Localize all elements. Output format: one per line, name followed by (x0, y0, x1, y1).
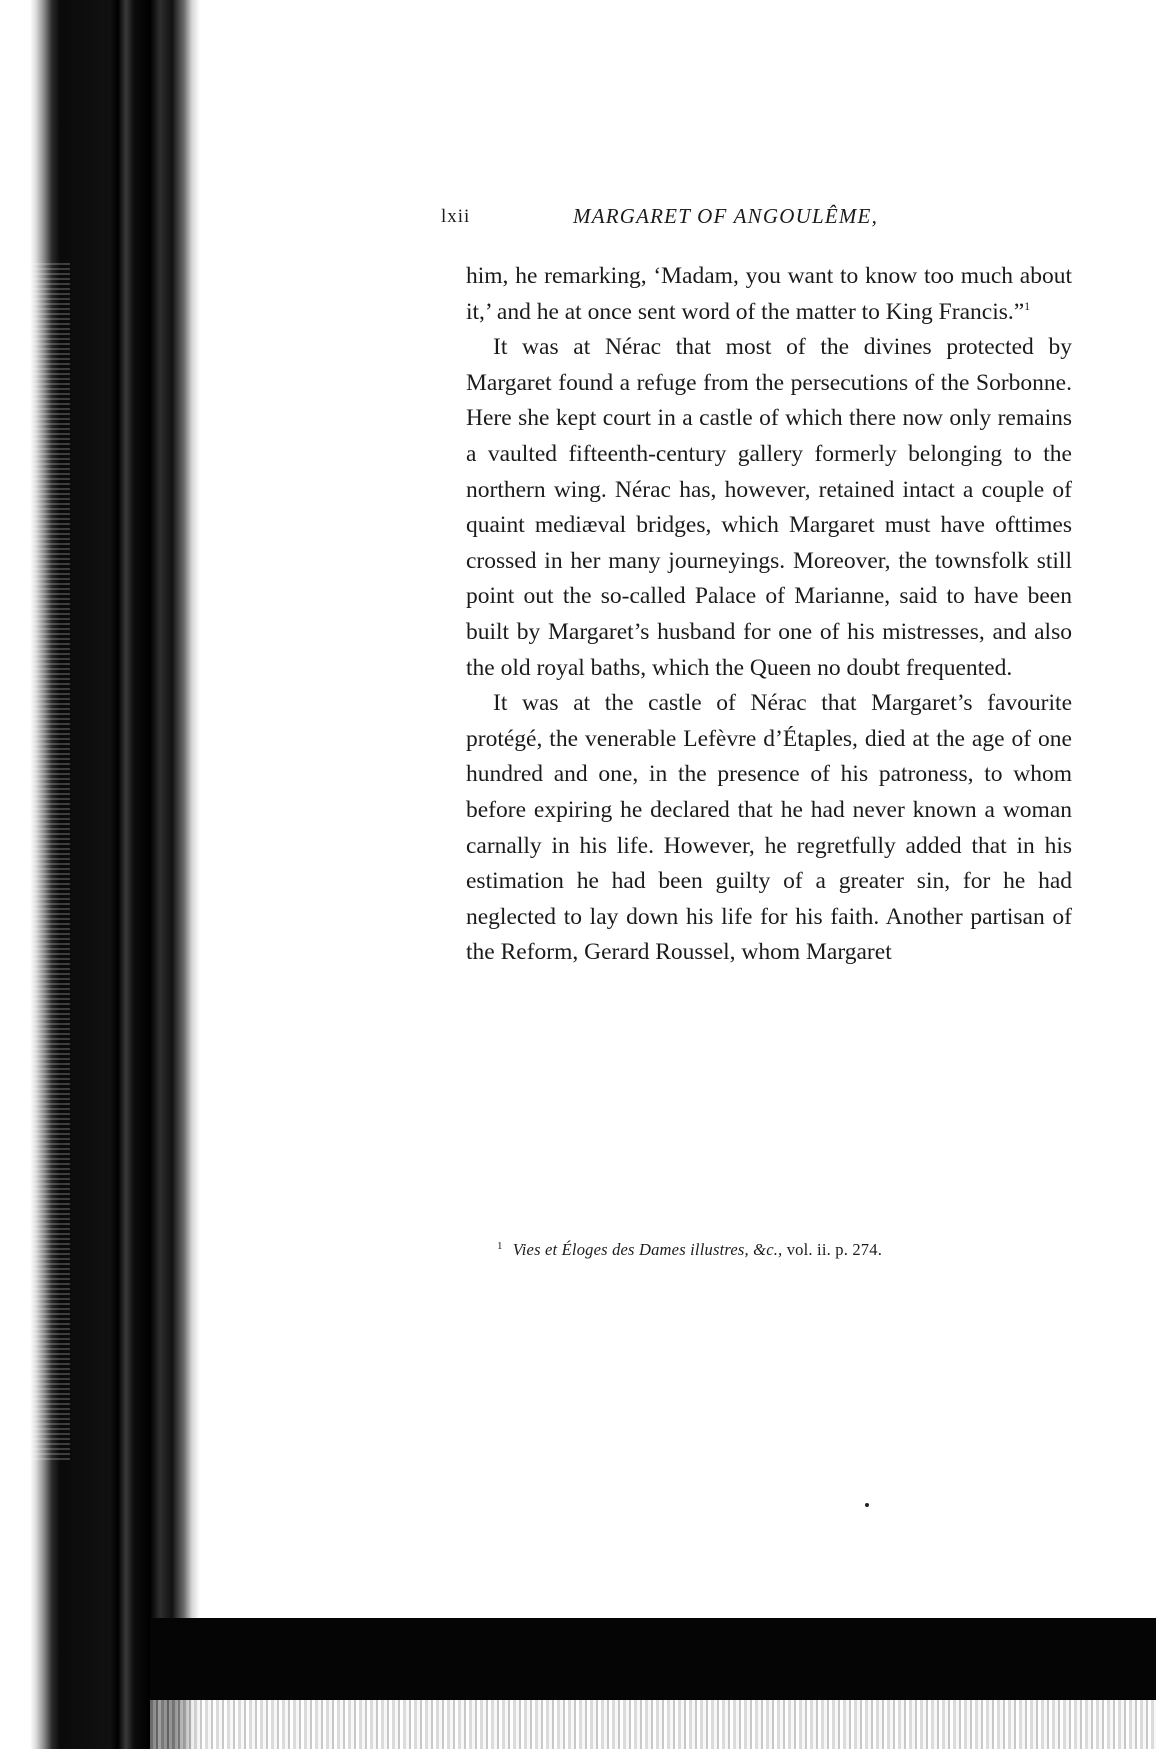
paragraph-text: him, he remarking, ‘Madam, you want to know too much about it,’ and he at once sent word of the matter to King Francis.” (466, 263, 1072, 325)
gutter-scan-noise (30, 260, 70, 1460)
footnote-reference: 1 (1024, 298, 1031, 313)
paragraph: It was at Nérac that most of the divines protected by Margaret found a refuge from the persecutions of the Sorbonne. Here she kept court in a castle of which there now only remains a vaulted fifteenth-century gallery formerly belonging to the northern wing. Nérac has, however, retained intact a couple of quaint mediæval bridges, which Margaret must have ofttimes crossed in her many journeyings. Moreover, the townsfolk still point out the so-called Palace of Marianne, said to have been built by Margaret’s husband for one of his mistresses, and also the old royal baths, which the Queen no doubt frequented. (466, 334, 1072, 681)
footnote-mark: 1 (497, 1240, 503, 1252)
running-head: MARGARET OF ANGOULÊME, (573, 204, 879, 228)
footnote (497, 1240, 1097, 1260)
page-number: lxii (441, 206, 471, 227)
paragraph (466, 259, 1072, 330)
bottom-scan-noise (150, 1700, 1156, 1749)
ink-speck (865, 1503, 869, 1507)
paragraph: It was at the castle of Nérac that Margaret’s favourite protégé, the venerable Lefèvre d’Étaples, died at the age of one hundred and one, in the presence of his patroness, to whom before expiring he declared that he had never known a woman carnally in his life. However, he regretfully added that in his estimation he had been guilty of a greater sin, for he had neglected to lay down his life for his faith. Another partisan of the Reform, Gerard Roussel, whom Margaret (466, 690, 1072, 966)
body-text (466, 259, 1072, 971)
footnote-citation: vol. ii. p. 274. (786, 1240, 883, 1259)
footnote-title: Vies et Éloges des Dames illustres, &c., (512, 1240, 783, 1259)
page-bottom-shadow (150, 1618, 1156, 1700)
page-header (441, 206, 1071, 246)
